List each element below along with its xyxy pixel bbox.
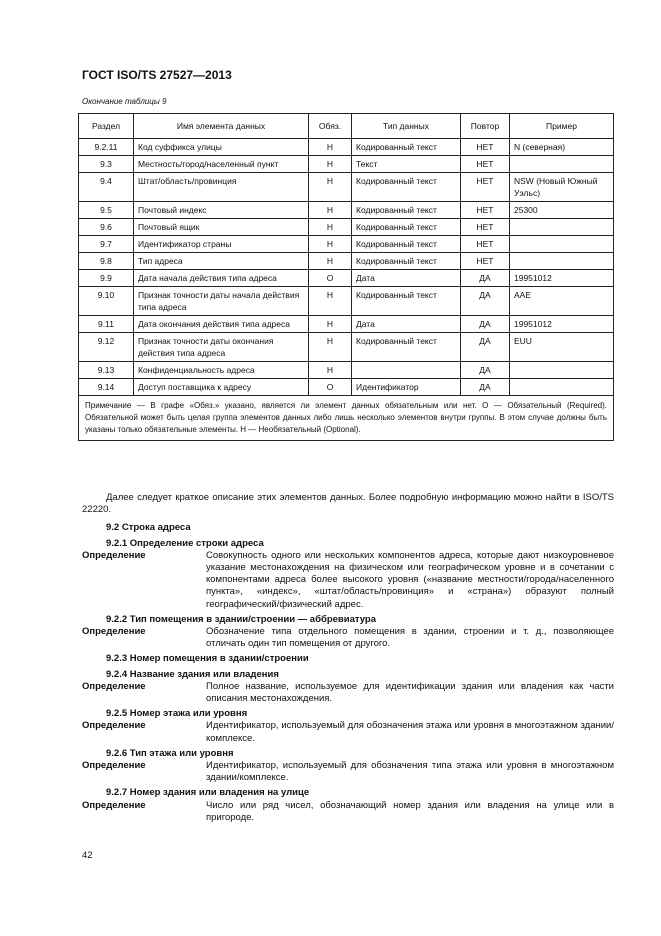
table-cell: Н	[309, 156, 352, 173]
table-cell: Н	[309, 316, 352, 333]
table-cell: 25300	[510, 202, 614, 219]
table-cell: НЕТ	[461, 219, 510, 236]
table-cell: О	[309, 379, 352, 396]
table-cell: Кодированный текст	[352, 253, 461, 270]
table-row	[79, 202, 614, 219]
table-header-row	[79, 114, 614, 139]
table-cell: Н	[309, 202, 352, 219]
definition-label: Определение	[82, 720, 146, 732]
body-text	[82, 492, 614, 824]
table-cell: 9.5	[79, 202, 134, 219]
table-cell: 9.6	[79, 219, 134, 236]
table-cell: Почтовый индекс	[134, 202, 309, 219]
intro-paragraph: Далее следует краткое описание этих элементов данных. Более подробную информацию можно найти в ISO/TS 22220.	[82, 492, 614, 516]
table-cell	[352, 362, 461, 379]
table-cell: Н	[309, 287, 352, 316]
table-cell: Н	[309, 139, 352, 156]
table-cell: НЕТ	[461, 156, 510, 173]
definition-label: Определение	[82, 680, 146, 692]
table-cell: Н	[309, 253, 352, 270]
definition-text: Совокупность одного или нескольких компонентов адреса, которые дают низкоуровневое указание местонахождения на физическом или географическом уровне и в сочетании с компонентами адреса более высокого уровня («название местности/города/населенного пункта», «индекс», «штат/область/провинция» и «страна») образуют полный географический/физический адрес.	[206, 549, 614, 610]
column-header: Имя элемента данных	[134, 114, 309, 139]
table-cell: Кодированный текст	[352, 219, 461, 236]
table-cell: 9.13	[79, 362, 134, 379]
section-heading: 9.2.4 Название здания или владения	[106, 668, 279, 680]
table-cell: Конфиденциальность адреса	[134, 362, 309, 379]
table-row	[79, 287, 614, 316]
table-row	[79, 379, 614, 396]
table-cell: Кодированный текст	[352, 287, 461, 316]
table-cell: Кодированный текст	[352, 202, 461, 219]
definition-text: Идентификатор, используемый для обозначения типа этажа или уровня в многоэтажном здании/комплексе.	[206, 760, 614, 784]
table-cell: Н	[309, 362, 352, 379]
table-cell: Штат/область/провинция	[134, 173, 309, 202]
table-cell: ДА	[461, 333, 510, 362]
table-cell: N (северная)	[510, 139, 614, 156]
table-cell: ДА	[461, 316, 510, 333]
section-heading: 9.2.5 Номер этажа или уровня	[106, 708, 248, 720]
table-cell	[510, 379, 614, 396]
table-cell: НЕТ	[461, 139, 510, 156]
table-cell: Дата начала действия типа адреса	[134, 270, 309, 287]
column-header: Повтор	[461, 114, 510, 139]
table-cell: Кодированный текст	[352, 139, 461, 156]
table-cell	[510, 236, 614, 253]
document-header: ГОСТ ISO/TS 27527—2013	[82, 68, 232, 82]
table-cell: 9.9	[79, 270, 134, 287]
table-cell: EUU	[510, 333, 614, 362]
table-cell	[510, 219, 614, 236]
definition-row	[82, 760, 614, 784]
table-note: Примечание — В графе «Обяз.» указано, является ли элемент данных обязательным или нет. О — Обязательный (Required). Обязательной может быть целая группа элементов данных либо лишь несколько элементов внутри группы. В этом случае должны быть указаны только обязательные элементы. Н — Необязательный (Optional).	[79, 396, 614, 441]
table-cell: 19951012	[510, 270, 614, 287]
table-cell: Н	[309, 173, 352, 202]
table-cell	[510, 253, 614, 270]
definition-text: Обозначение типа отдельного помещения в здании, строении и т. д., позволяющее отличать один тип помещения от другого.	[206, 626, 614, 650]
section-heading: 9.2.1 Определение строки адреса	[106, 537, 264, 549]
table-cell: ДА	[461, 287, 510, 316]
table-cell: Идентификатор	[352, 379, 461, 396]
table-9	[78, 113, 614, 441]
definition-label: Определение	[82, 760, 146, 772]
table-cell: Дата окончания действия типа адреса	[134, 316, 309, 333]
table-cell	[510, 362, 614, 379]
table-cell: 9.8	[79, 253, 134, 270]
table-cell: 9.2.11	[79, 139, 134, 156]
table-cell: Код суффикса улицы	[134, 139, 309, 156]
table-cell: Н	[309, 333, 352, 362]
table-cell: НЕТ	[461, 173, 510, 202]
table-cell: Признак точности даты начала действия типа адреса	[134, 287, 309, 316]
table-cell	[510, 156, 614, 173]
table-cell: Текст	[352, 156, 461, 173]
table-cell: Идентификатор страны	[134, 236, 309, 253]
column-header: Пример	[510, 114, 614, 139]
section-heading: 9.2 Строка адреса	[106, 522, 191, 534]
section-heading: 9.2.3 Номер помещения в здании/строении	[106, 653, 309, 665]
table-cell: Почтовый ящик	[134, 219, 309, 236]
table-row	[79, 253, 614, 270]
definition-row	[82, 800, 614, 824]
definition-row	[82, 550, 614, 611]
table-cell: ДА	[461, 362, 510, 379]
table-cell: ДА	[461, 379, 510, 396]
column-header: Раздел	[79, 114, 134, 139]
table-cell: Тип адреса	[134, 253, 309, 270]
definition-label: Определение	[82, 549, 146, 561]
table-cell: 9.10	[79, 287, 134, 316]
definition-row	[82, 681, 614, 705]
section-heading: 9.2.7 Номер здания или владения на улице	[106, 787, 310, 799]
definition-label: Определение	[82, 799, 146, 811]
table-cell: 9.3	[79, 156, 134, 173]
table-cell: Признак точности даты окончания действия типа адреса	[134, 333, 309, 362]
definition-label: Определение	[82, 626, 146, 638]
table-cell: 9.7	[79, 236, 134, 253]
definition-text: Полное название, используемое для идентификации здания или владения как части описания местонахождения.	[206, 680, 614, 705]
table-cell: Кодированный текст	[352, 333, 461, 362]
table-cell: 9.4	[79, 173, 134, 202]
table-row	[79, 156, 614, 173]
definition-text: Число или ряд чисел, обозначающий номер здания или владения на улице или в пригороде.	[206, 799, 614, 823]
section-heading: 9.2.6 Тип этажа или уровня	[106, 747, 234, 759]
definition-row	[82, 626, 614, 650]
column-header: Обяз.	[309, 114, 352, 139]
table-cell: ДА	[461, 270, 510, 287]
table-cell: Местность/город/населенный пункт	[134, 156, 309, 173]
table-cell: Дата	[352, 316, 461, 333]
table-cell: AAE	[510, 287, 614, 316]
section-heading: 9.2.2 Тип помещения в здании/строении — аббревиатура	[106, 613, 377, 625]
table-cell: НЕТ	[461, 253, 510, 270]
table-cell: Дата	[352, 270, 461, 287]
table-cell: 9.14	[79, 379, 134, 396]
table-cell: О	[309, 270, 352, 287]
table-cell: Доступ поставщика к адресу	[134, 379, 309, 396]
table-row	[79, 139, 614, 156]
column-header: Тип данных	[352, 114, 461, 139]
definition-text: Идентификатор, используемый для обозначения этажа или уровня в многоэтажном здании/комплексе.	[206, 720, 614, 744]
table-cell: Кодированный текст	[352, 236, 461, 253]
table-row	[79, 333, 614, 362]
table-row	[79, 173, 614, 202]
table-cell: 9.12	[79, 333, 134, 362]
table-cell: Кодированный текст	[352, 173, 461, 202]
table-row	[79, 362, 614, 379]
table-cell: НЕТ	[461, 236, 510, 253]
table-cell: НЕТ	[461, 202, 510, 219]
table-row	[79, 219, 614, 236]
table-cell: Н	[309, 236, 352, 253]
table-caption: Окончание таблицы 9	[82, 97, 167, 106]
page-number: 42	[82, 850, 93, 861]
table-row	[79, 316, 614, 333]
table-cell: 9.11	[79, 316, 134, 333]
definition-row	[82, 720, 614, 744]
table-row	[79, 236, 614, 253]
table-cell: 19951012	[510, 316, 614, 333]
table-row	[79, 270, 614, 287]
table-note-row	[79, 396, 614, 441]
table-cell: Н	[309, 219, 352, 236]
table-cell: NSW (Новый Южный Уэльс)	[510, 173, 614, 202]
